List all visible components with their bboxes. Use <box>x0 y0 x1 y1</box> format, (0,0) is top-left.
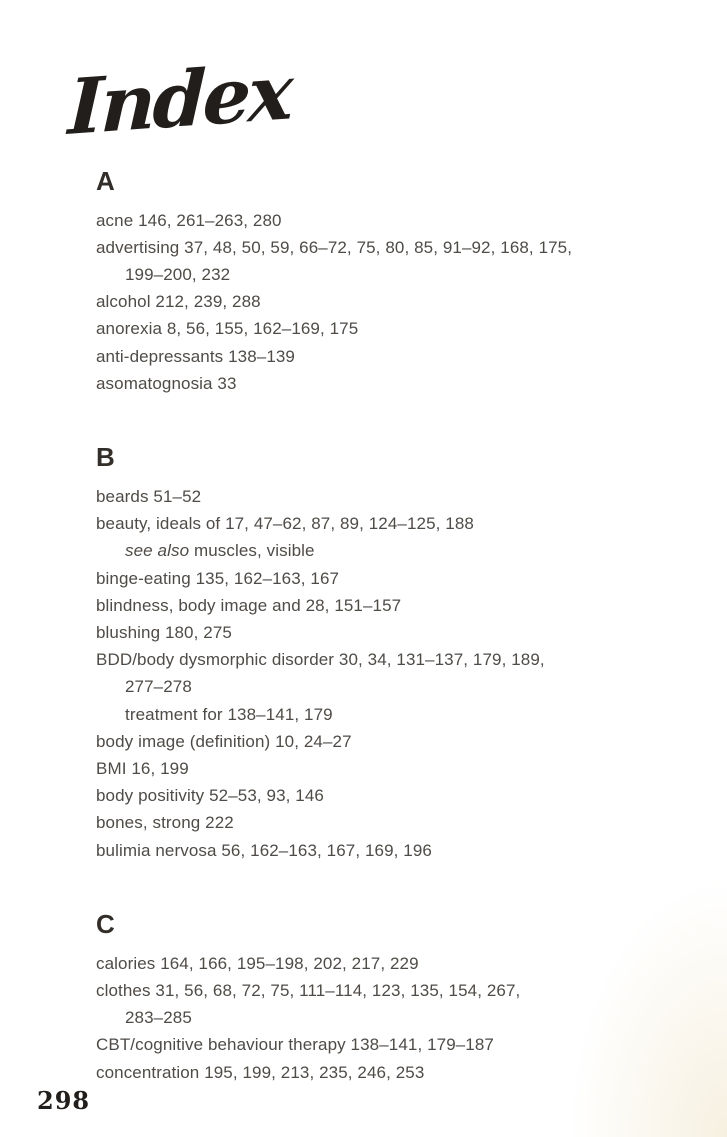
index-entry <box>96 592 681 619</box>
index-entry-line: clothes 31, 56, 68, 72, 75, 111–114, 123, 135, 154, 267, <box>96 981 521 1001</box>
index-entry-line: concentration 195, 199, 213, 235, 246, 253 <box>96 1062 425 1082</box>
index-entry <box>96 370 681 397</box>
index-entry <box>96 837 681 864</box>
index-entry-line: calories 164, 166, 195–198, 202, 217, 229 <box>96 953 419 973</box>
index-entry-line: binge-eating 135, 162–163, 167 <box>96 568 340 588</box>
index-entry <box>96 1059 681 1086</box>
section-letter: C <box>96 908 115 939</box>
index-sections <box>96 165 681 1086</box>
index-entry <box>96 755 681 782</box>
index-entry <box>96 288 681 315</box>
index-entry <box>96 782 681 809</box>
index-entry-line: beauty, ideals of 17, 47–62, 87, 89, 124–125, 188 <box>96 514 474 534</box>
section-letter: B <box>96 442 115 473</box>
page-title: Index <box>66 47 292 152</box>
index-entry <box>96 343 681 370</box>
index-entry-line: anorexia 8, 56, 155, 162–169, 175 <box>96 319 359 339</box>
index-entry-line: advertising 37, 48, 50, 59, 66–72, 75, 80, 85, 91–92, 168, 175, <box>96 237 573 257</box>
index-entry-line: acne 146, 261–263, 280 <box>96 210 282 230</box>
index-entry-line: 283–285 <box>125 1008 192 1028</box>
index-section-a <box>96 165 681 397</box>
index-entry-line: asomatognosia 33 <box>96 373 237 393</box>
index-entry-line: anti-depressants 138–139 <box>96 346 295 366</box>
index-entry <box>96 315 681 342</box>
index-entry-line: body positivity 52–53, 93, 146 <box>96 786 324 806</box>
index-entry-line: blushing 180, 275 <box>96 623 232 643</box>
index-entry-line: bulimia nervosa 56, 162–163, 167, 169, 196 <box>96 840 432 860</box>
index-entry-line: body image (definition) 10, 24–27 <box>96 731 352 751</box>
index-entry <box>96 1031 681 1058</box>
page-number: 298 <box>37 1086 91 1115</box>
index-entry <box>96 619 681 646</box>
index-entry-line: 199–200, 232 <box>125 265 231 284</box>
index-section-b <box>96 444 681 864</box>
cross-reference-lead: see also <box>125 541 190 561</box>
index-entry-line: see also muscles, visible <box>125 541 315 561</box>
index-entry-line: alcohol 212, 239, 288 <box>96 292 261 312</box>
index-entry <box>96 234 681 288</box>
index-entry <box>96 510 681 564</box>
index-entry-line: BDD/body dysmorphic disorder 30, 34, 131–137, 179, 189, <box>96 650 545 670</box>
index-entry-line: beards 51–52 <box>96 487 202 507</box>
index-entry <box>96 701 681 728</box>
index-entry <box>96 565 681 592</box>
index-entry <box>96 483 681 510</box>
index-entry <box>96 809 681 836</box>
index-entry-line: blindness, body image and 28, 151–157 <box>96 595 402 615</box>
index-entry-line: bones, strong 222 <box>96 813 234 833</box>
index-entry <box>96 646 681 700</box>
index-section-c <box>96 908 681 1086</box>
section-letter: A <box>96 165 115 196</box>
index-entry-line: 277–278 <box>125 677 192 697</box>
index-entry <box>96 950 681 977</box>
index-entry-line: BMI 16, 199 <box>96 759 189 779</box>
index-entry-line: treatment for 138–141, 179 <box>125 704 333 724</box>
index-entry-line: CBT/cognitive behaviour therapy 138–141, 179–187 <box>96 1035 494 1055</box>
index-entry <box>96 977 681 1031</box>
index-entry <box>96 728 681 755</box>
index-entry <box>96 207 681 234</box>
